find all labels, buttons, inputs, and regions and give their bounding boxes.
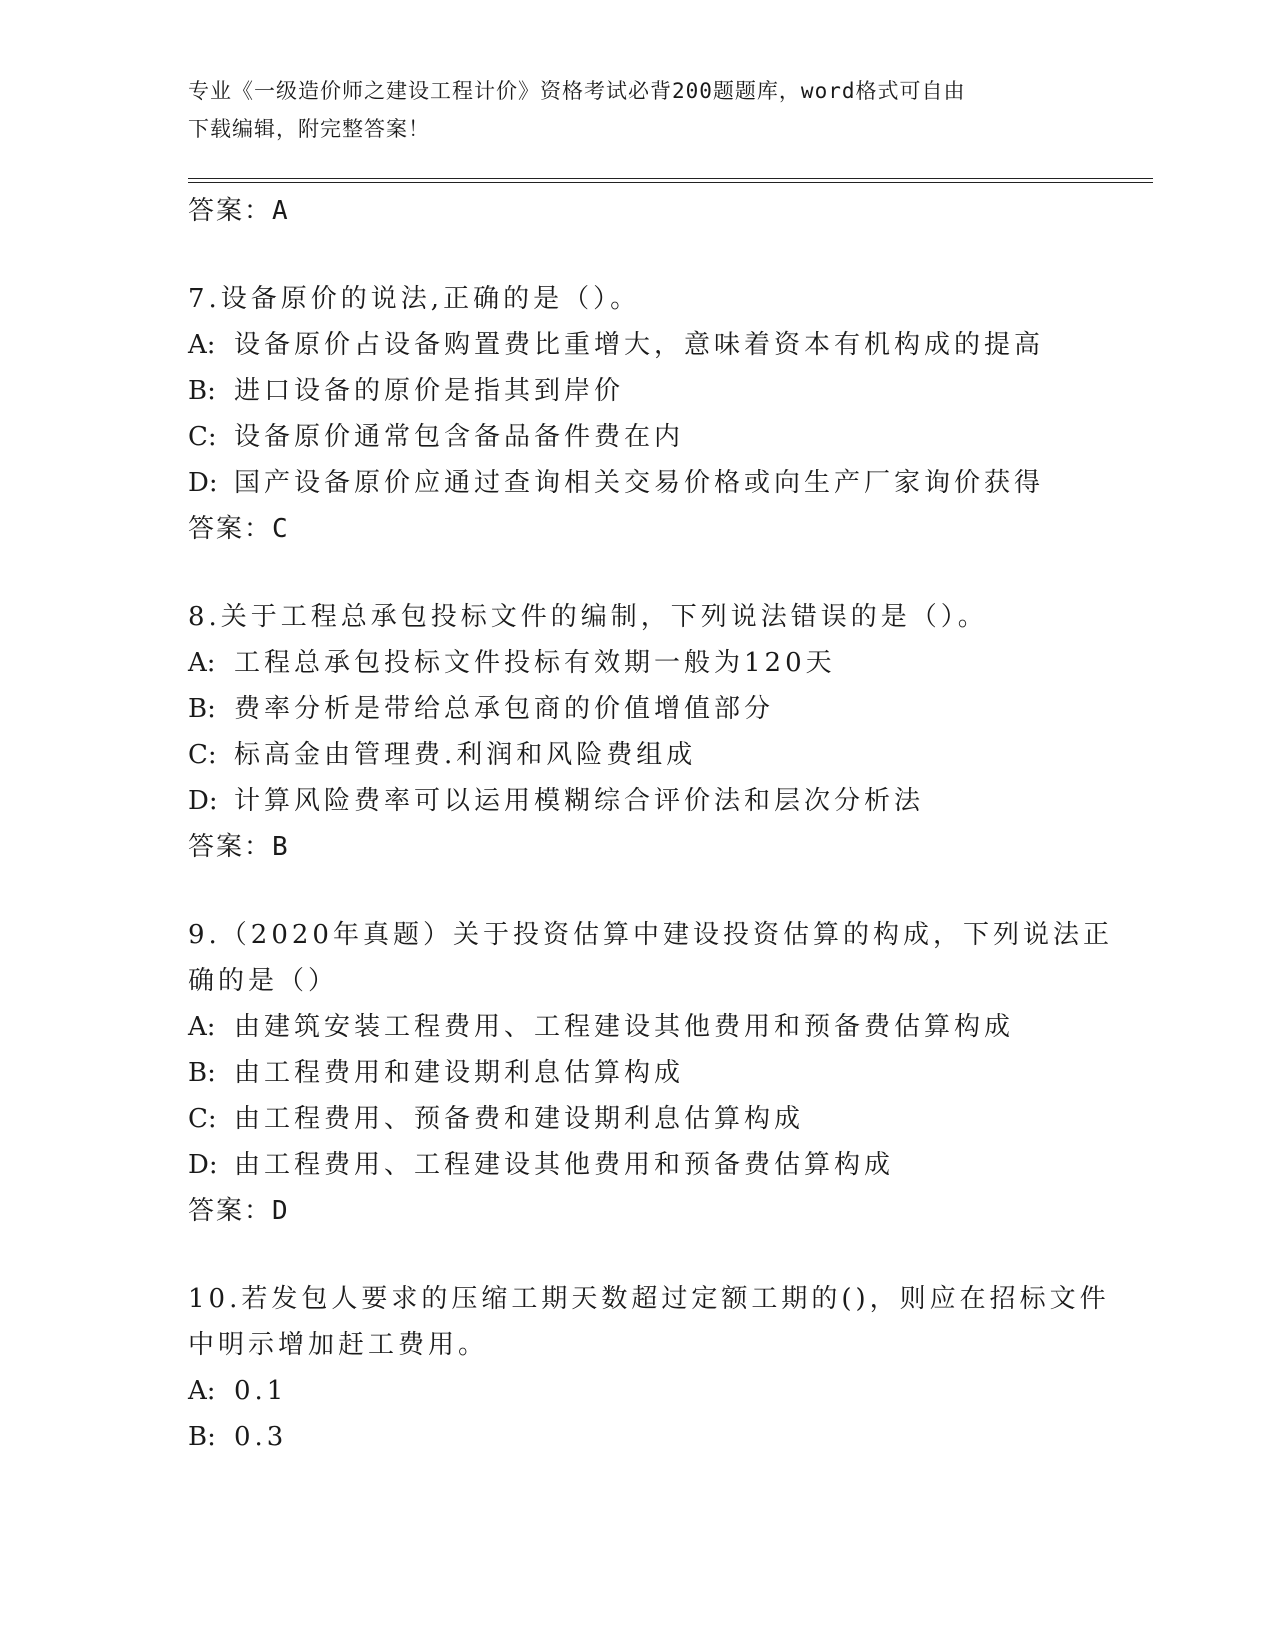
- option-label: D:: [188, 468, 218, 498]
- option-text: 由工程费用、工程建设其他费用和预备费估算构成: [234, 1150, 895, 1180]
- option-label: C:: [188, 1104, 217, 1134]
- option-label: B:: [188, 376, 216, 406]
- question-text: 7.设备原价的说法,正确的是（）。: [188, 284, 641, 314]
- option-label: B:: [188, 1422, 216, 1452]
- answer-option: [188, 1096, 1088, 1142]
- option-text: 设备原价占设备购置费比重增大，意味着资本有机构成的提高: [234, 330, 1045, 360]
- answer-option: [188, 1004, 1088, 1050]
- option-label: C:: [188, 740, 217, 770]
- answer-option: [188, 414, 1088, 460]
- header-line-1: 专业《一级造价师之建设工程计价》资格考试必背200题题库，word格式可自由: [188, 79, 966, 103]
- answer-line: [188, 1188, 1088, 1234]
- answer-option: [188, 1142, 1088, 1188]
- option-label: C:: [188, 422, 217, 452]
- option-label: A:: [188, 1012, 216, 1042]
- question-text: 确的是（）: [188, 966, 339, 996]
- answer-prefix: 答案：: [188, 832, 273, 862]
- answer-line: [188, 506, 1088, 552]
- block-spacer: [188, 234, 1088, 276]
- option-label: A:: [188, 1376, 216, 1406]
- block-spacer: [188, 552, 1088, 594]
- answer-line: [188, 824, 1088, 870]
- option-label: A:: [188, 648, 216, 678]
- answer-option: [188, 1414, 1088, 1460]
- answer-option: [188, 640, 1088, 686]
- option-text: 计算风险费率可以运用模糊综合评价法和层次分析法: [234, 786, 925, 816]
- answer-value: C: [272, 514, 290, 544]
- option-label: D:: [188, 786, 218, 816]
- answer-option: [188, 732, 1088, 778]
- answer-option: [188, 778, 1088, 824]
- option-text: 标高金由管理费.利润和风险费组成: [234, 740, 697, 770]
- answer-option: [188, 322, 1088, 368]
- answer-option: [188, 368, 1088, 414]
- option-text: 进口设备的原价是指其到岸价: [234, 376, 625, 406]
- option-label: D:: [188, 1150, 218, 1180]
- option-label: A:: [188, 330, 216, 360]
- answer-prefix: 答案：: [188, 196, 273, 226]
- page-header: [188, 72, 1088, 148]
- answer-value: B: [272, 832, 290, 862]
- answer-option: [188, 1368, 1088, 1414]
- question-list: [188, 188, 1113, 1460]
- header-rule-bottom: [188, 182, 1153, 183]
- option-text: 0.3: [234, 1422, 288, 1452]
- option-text: 由工程费用和建设期利息估算构成: [234, 1058, 685, 1088]
- header-line-2: 下载编辑，附完整答案！: [188, 117, 430, 141]
- question-text: 中明示增加赶工费用。: [188, 1330, 489, 1360]
- block-spacer: [188, 870, 1088, 912]
- option-text: 由建筑安装工程费用、工程建设其他费用和预备费估算构成: [234, 1012, 1015, 1042]
- question-text: 9.（2020年真题）关于投资估算中建设投资估算的构成，下列说法正: [188, 920, 1113, 950]
- answer-value: A: [272, 196, 290, 226]
- block-spacer: [188, 1234, 1088, 1276]
- option-label: B:: [188, 694, 216, 724]
- option-text: 费率分析是带给总承包商的价值增值部分: [234, 694, 775, 724]
- answer-prefix: 答案：: [188, 514, 273, 544]
- option-label: B:: [188, 1058, 216, 1088]
- answer-option: [188, 686, 1088, 732]
- option-text: 由工程费用、预备费和建设期利息估算构成: [234, 1104, 805, 1134]
- question-text: 8.关于工程总承包投标文件的编制，下列说法错误的是（）。: [188, 602, 988, 632]
- answer-value: D: [272, 1196, 290, 1226]
- option-text: 工程总承包投标文件投标有效期一般为120天: [234, 648, 836, 678]
- option-text: 设备原价通常包含备品备件费在内: [234, 422, 685, 452]
- option-text: 国产设备原价应通过查询相关交易价格或向生产厂家询价获得: [234, 468, 1045, 498]
- answer-option: [188, 1050, 1088, 1096]
- option-text: 0.1: [234, 1376, 288, 1406]
- question-text: 10.若发包人要求的压缩工期天数超过定额工期的()，则应在招标文件: [188, 1284, 1110, 1314]
- answer-line: [188, 188, 1088, 234]
- answer-option: [188, 460, 1088, 506]
- answer-prefix: 答案：: [188, 1196, 273, 1226]
- header-rule-top: [188, 178, 1153, 179]
